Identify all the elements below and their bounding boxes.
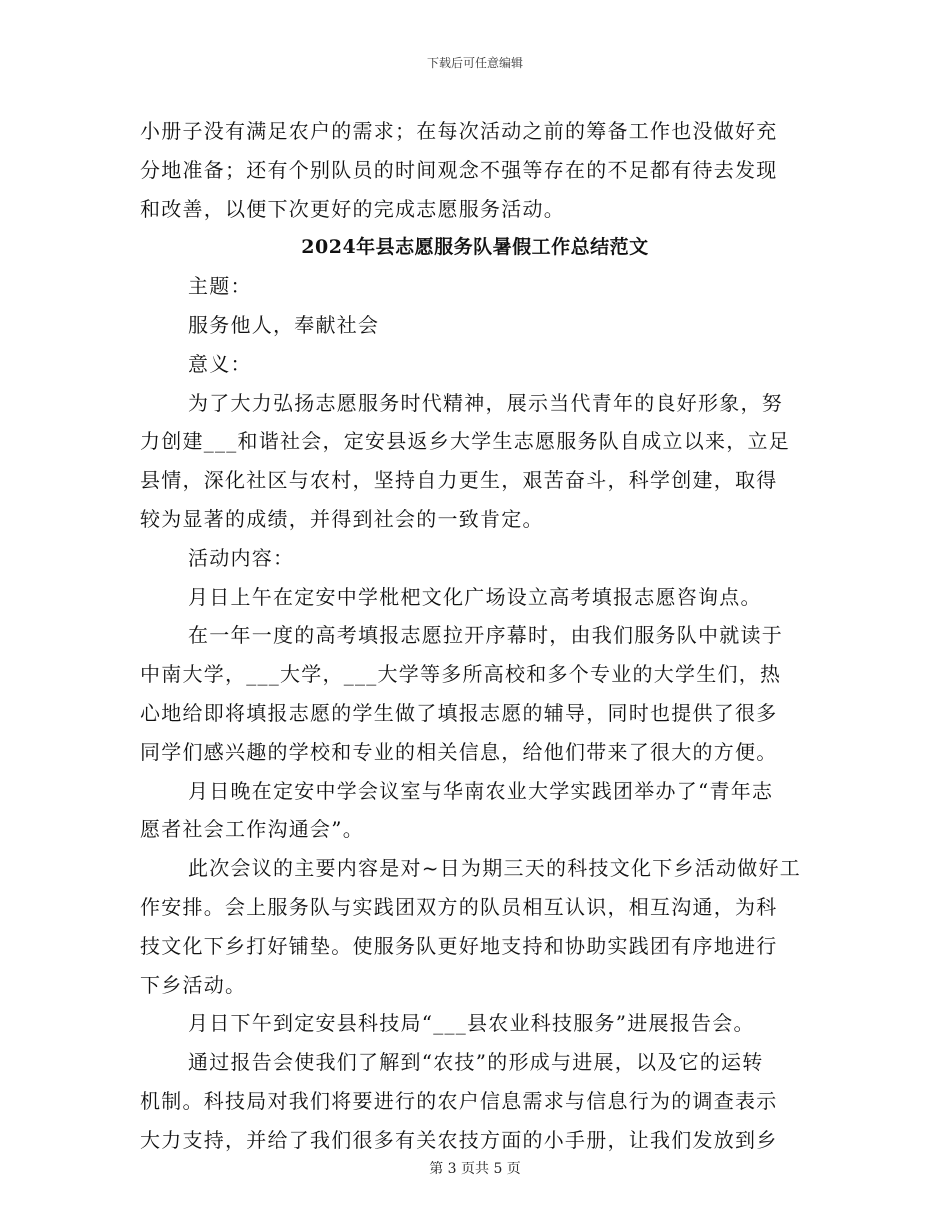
section-label: 主题： bbox=[188, 274, 252, 299]
page-number: 第 3 页共 5 页 bbox=[429, 1161, 521, 1177]
paragraph-first-line: 月日下午到定安县科技局“___县农业科技服务”进展报告会。 bbox=[188, 1011, 755, 1036]
body-line: 愿者社会工作沟通会”。 bbox=[140, 817, 364, 842]
paragraph-first-line: 月日上午在定安中学枇杷文化广场设立高考填报志愿咨询点。 bbox=[188, 584, 762, 609]
paragraph-first-line: 通过报告会使我们了解到“农技”的形成与进展，以及它的运转 bbox=[188, 1050, 764, 1075]
body-line: 大力支持，并给了我们很多有关农技方面的小手册，让我们发放到乡 bbox=[140, 1127, 778, 1152]
page-header: 下载后可任意编辑 bbox=[426, 56, 523, 70]
body-line: 心地给即将填报志愿的学生做了填报志愿的辅导，同时也提供了很多 bbox=[140, 700, 778, 725]
body-line: 同学们感兴趣的学校和专业的相关信息，给他们带来了很大的方便。 bbox=[140, 739, 778, 764]
body-line: 分地准备；还有个别队员的时间观念不强等存在的不足都有待去发现 bbox=[140, 157, 778, 182]
section-label: 意义： bbox=[188, 351, 252, 376]
body-line: 下乡活动。 bbox=[140, 972, 247, 997]
section-label: 活动内容： bbox=[188, 545, 295, 570]
body-line: 小册子没有满足农户的需求；在每次活动之前的筹备工作也没做好充 bbox=[140, 119, 778, 143]
paragraph-first-line: 此次会议的主要内容是对~日为期三天的科技文化下乡活动做好工 bbox=[188, 856, 802, 881]
paragraph-first-line: 月日晚在定安中学会议室与华南农业大学实践团举办了“青年志 bbox=[188, 778, 774, 803]
document-body bbox=[140, 112, 810, 1160]
body-line: 机制。科技局对我们将要进行的农户信息需求与信息行为的调查表示 bbox=[140, 1088, 778, 1113]
body-line: 作安排。会上服务队与实践团双方的队员相互认识，相互沟通，为科 bbox=[140, 894, 778, 919]
body-line: 中南大学，___大学，___大学等多所高校和多个专业的大学生们，热 bbox=[140, 662, 782, 687]
body-line: 服务他人，奉献社会 bbox=[188, 312, 380, 337]
paragraph-first-line: 在一年一度的高考填报志愿拉开序幕时，由我们服务队中就读于 bbox=[188, 623, 783, 648]
body-line: 较为显著的成绩，并得到社会的一致肯定。 bbox=[140, 506, 544, 531]
body-line: 技文化下乡打好铺垫。使服务队更好地支持和协助实践团有序地进行 bbox=[140, 933, 778, 958]
body-line: 县情，深化社区与农村，坚持自力更生，艰苦奋斗，科学创建，取得 bbox=[140, 468, 778, 493]
document-title: 2024年县志愿服务队暑假工作总结范文 bbox=[301, 236, 649, 259]
body-line: 和改善，以便下次更好的完成志愿服务活动。 bbox=[140, 196, 565, 221]
paragraph-first-line: 为了大力弘扬志愿服务时代精神，展示当代青年的良好形象，努 bbox=[188, 390, 783, 415]
body-line: 力创建___和谐社会，定安县返乡大学生志愿服务队自成立以来，立足 bbox=[140, 429, 790, 454]
